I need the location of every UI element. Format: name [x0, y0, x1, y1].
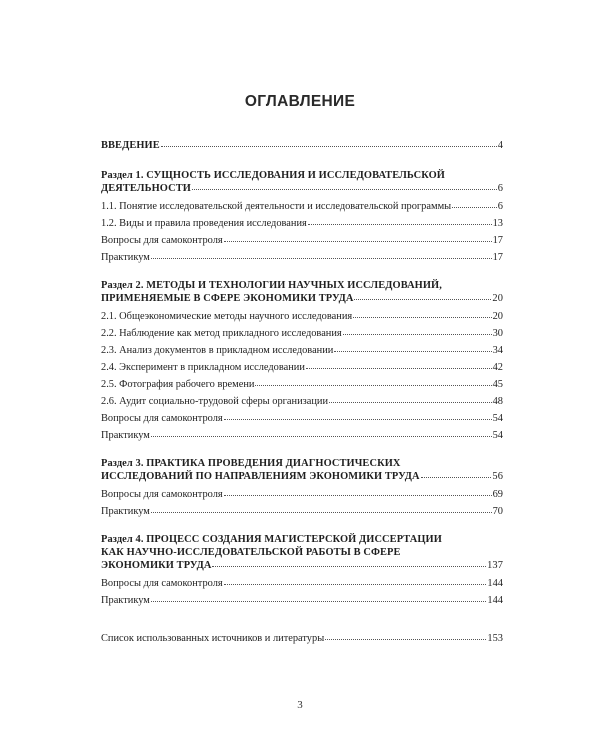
toc-entry-label: 1.1. Понятие исследовательской деятельности и исследовательской программы — [101, 201, 452, 212]
page-number: 3 — [297, 699, 303, 711]
toc-entry-page: 4 — [497, 140, 503, 151]
toc-entry-page: 6 — [497, 183, 503, 194]
toc-entry-page: 153 — [487, 633, 503, 644]
section-heading-line[interactable]: Раздел 1. СУЩНОСТЬ ИССЛЕДОВАНИЯ И ИССЛЕДОВАТЕЛЬСКОЙ — [101, 170, 445, 181]
toc-entry[interactable] — [101, 217, 503, 230]
toc-entry[interactable] — [101, 412, 503, 425]
toc-entry-label: 2.2. Наблюдение как метод прикладного исследования — [101, 328, 342, 339]
toc-entry-label: Практикум — [101, 506, 150, 517]
section-heading-line[interactable]: КАК НАУЧНО-ИССЛЕДОВАТЕЛЬСКОЙ РАБОТЫ В СФЕРЕ — [101, 547, 401, 558]
toc-section-4 — [101, 533, 503, 607]
toc-entry[interactable] — [101, 361, 503, 374]
toc-entry-page: 6 — [497, 201, 503, 212]
toc-section-3 — [101, 457, 503, 518]
section-heading-line: ДЕЯТЕЛЬНОСТИ — [101, 183, 191, 194]
section-heading-last-line[interactable] — [101, 559, 503, 572]
dot-leader — [151, 511, 492, 513]
toc-section-2 — [101, 279, 503, 442]
toc-entry[interactable] — [101, 310, 503, 323]
toc-entry-label: 2.6. Аудит социально-трудовой сферы организации — [101, 396, 329, 407]
toc-entry-label: 2.4. Эксперимент в прикладном исследовании — [101, 362, 305, 373]
dot-leader — [421, 476, 492, 478]
dot-leader — [325, 638, 486, 640]
dot-leader — [212, 565, 486, 567]
dot-leader — [151, 435, 492, 437]
toc-entry-page: 45 — [492, 379, 503, 390]
toc-entry[interactable] — [101, 251, 503, 264]
toc-entry[interactable] — [101, 378, 503, 391]
toc-entry[interactable] — [101, 429, 503, 442]
toc-entry-page: 30 — [492, 328, 503, 339]
toc-entry-page: 20 — [492, 311, 503, 322]
page-title: ОГЛАВЛЕНИЕ — [244, 93, 356, 110]
toc-entry-page: 144 — [487, 578, 503, 589]
dot-leader — [151, 257, 492, 259]
toc-entry[interactable] — [101, 234, 503, 247]
toc-entry[interactable] — [101, 327, 503, 340]
dot-leader — [306, 367, 492, 369]
dot-leader — [308, 223, 492, 225]
section-heading-line: ИССЛЕДОВАНИЙ ПО НАПРАВЛЕНИЯМ ЭКОНОМИКИ ТРУДА — [101, 471, 420, 482]
toc-entry-page: 56 — [492, 471, 503, 482]
toc-entry-page: 144 — [487, 595, 503, 606]
toc-entry[interactable] — [101, 200, 503, 213]
toc-entry[interactable] — [101, 577, 503, 590]
toc-entry-page: 54 — [492, 430, 503, 441]
toc-entry-label: 2.5. Фотография рабочего времени — [101, 379, 255, 390]
table-of-contents — [101, 139, 503, 645]
dot-leader — [224, 494, 492, 496]
toc-entry-page: 70 — [492, 506, 503, 517]
dot-leader — [354, 298, 491, 300]
toc-entry[interactable] — [101, 488, 503, 501]
toc-entry-page: 34 — [492, 345, 503, 356]
toc-entry[interactable] — [101, 395, 503, 408]
toc-entry[interactable] — [101, 505, 503, 518]
section-heading-line[interactable]: Раздел 2. МЕТОДЫ И ТЕХНОЛОГИИ НАУЧНЫХ ИССЛЕДОВАНИЙ, — [101, 280, 442, 291]
toc-entry-page: 48 — [492, 396, 503, 407]
toc-entry-label: ВВЕДЕНИЕ — [101, 140, 160, 151]
dot-leader — [224, 583, 487, 585]
toc-entry-label: 2.1. Общеэкономические методы научного исследования — [101, 311, 353, 322]
section-heading-line[interactable]: Раздел 3. ПРАКТИКА ПРОВЕДЕНИЯ ДИАГНОСТИЧЕСКИХ — [101, 458, 401, 469]
dot-leader — [224, 240, 492, 242]
dot-leader — [151, 600, 487, 602]
section-heading-last-line[interactable] — [101, 182, 503, 195]
toc-entry-label: Практикум — [101, 430, 150, 441]
toc-entry-page: 54 — [492, 413, 503, 424]
dot-leader — [334, 350, 491, 352]
toc-entry-page: 17 — [492, 235, 503, 246]
dot-leader — [329, 401, 492, 403]
toc-entry-label: 2.3. Анализ документов в прикладном исследовании — [101, 345, 334, 356]
toc-section-1 — [101, 169, 503, 264]
section-heading-line: ПРИМЕНЯЕМЫЕ В СФЕРЕ ЭКОНОМИКИ ТРУДА — [101, 293, 354, 304]
section-heading-last-line[interactable] — [101, 292, 503, 305]
toc-entry-page: 42 — [492, 362, 503, 373]
toc-entry-label: Вопросы для самоконтроля — [101, 578, 223, 589]
section-heading-last-line[interactable] — [101, 470, 503, 483]
toc-entry-bibliography[interactable] — [101, 632, 503, 645]
dot-leader — [224, 418, 492, 420]
toc-entry-page: 17 — [492, 252, 503, 263]
dot-leader — [452, 206, 497, 208]
toc-entry-label: Вопросы для самоконтроля — [101, 235, 223, 246]
section-heading-line: ЭКОНОМИКИ ТРУДА — [101, 560, 212, 571]
dot-leader — [353, 316, 491, 318]
dot-leader — [343, 333, 492, 335]
dot-leader — [255, 384, 491, 386]
toc-entry-page: 69 — [492, 489, 503, 500]
toc-entry[interactable] — [101, 594, 503, 607]
toc-entry-label: Список использованных источников и литературы — [101, 633, 325, 644]
toc-entry[interactable] — [101, 344, 503, 357]
toc-entry-label: Вопросы для самоконтроля — [101, 413, 223, 424]
dot-leader — [161, 145, 497, 147]
toc-entry-label: Вопросы для самоконтроля — [101, 489, 223, 500]
dot-leader — [192, 188, 497, 190]
toc-entry-intro[interactable] — [101, 139, 503, 152]
toc-entry-page: 137 — [487, 560, 503, 571]
section-heading-line[interactable]: Раздел 4. ПРОЦЕСС СОЗДАНИЯ МАГИСТЕРСКОЙ ДИССЕРТАЦИИ — [101, 534, 442, 545]
toc-entry-label: Практикум — [101, 252, 150, 263]
toc-entry-label: Практикум — [101, 595, 150, 606]
toc-entry-page: 20 — [492, 293, 503, 304]
toc-entry-page: 13 — [492, 218, 503, 229]
toc-entry-label: 1.2. Виды и правила проведения исследования — [101, 218, 307, 229]
